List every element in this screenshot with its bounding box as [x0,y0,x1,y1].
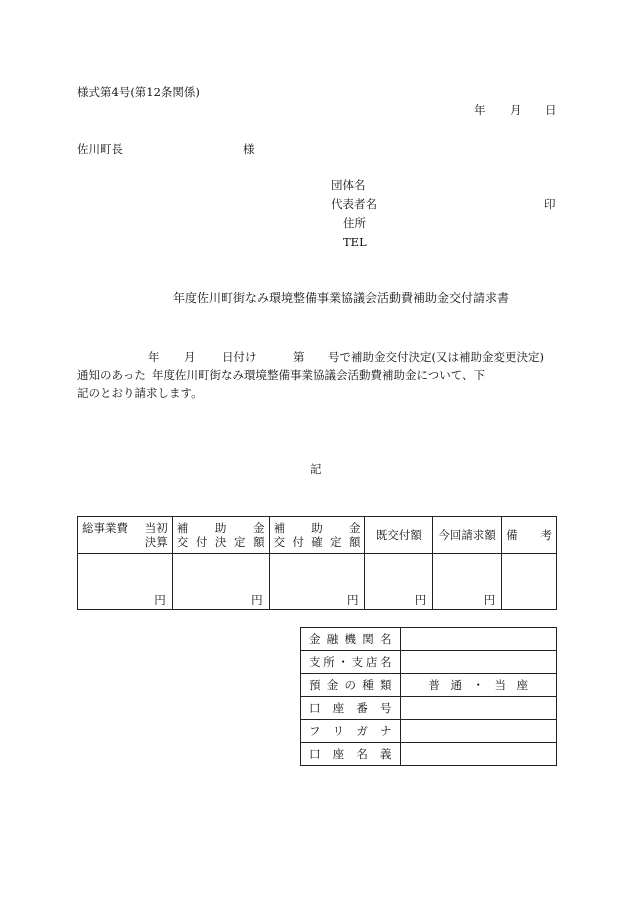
bank-row-branch [301,651,557,674]
grant-decided-cell[interactable]: 円 [172,554,269,610]
deposit-type-value[interactable]: 普 通 ・ 当 座 [400,674,556,697]
total-cost-cell[interactable]: 円 [78,554,173,610]
grant-confirmed-cell[interactable]: 円 [269,554,365,610]
amount-table [77,516,557,610]
recipient-name: 佐川町長 [77,142,123,156]
document-title: 年度佐川町街なみ環境整備事業協議会活動費補助金交付請求書 [173,291,510,305]
already-paid-cell[interactable]: 円 [365,554,433,610]
bank-row-institution [301,628,557,651]
furigana-value[interactable] [400,720,556,743]
deposit-type-label: 預 金 の 種 類 [301,674,401,697]
date-day-label: 日 [545,103,557,117]
account-number-label: 口 座 番 号 [301,697,401,720]
body-number-prefix: 第 [293,350,305,364]
header-grant-confirmed: 補 助 金 交 付 確 定 額 [269,517,365,554]
body-year: 年 [148,350,160,364]
tel-label: TEL [343,235,367,249]
header-already-paid: 既交付額 [365,517,433,554]
bank-institution-value[interactable] [400,628,556,651]
body-month: 月 [184,350,196,364]
body-issued-text: 号で補助金交付決定(又は補助金変更決定) [328,350,544,364]
this-request-cell[interactable]: 円 [433,554,502,610]
remarks-cell[interactable] [502,554,557,610]
header-grant-decided: 補 助 金 交 付 決 定 額 [172,517,269,554]
body-dated: 日付け [222,350,257,364]
amount-header-row [78,517,557,554]
bank-row-account-number [301,697,557,720]
account-number-value[interactable] [400,697,556,720]
body-line2-a: 通知のあった [77,368,146,382]
org-name-label: 団体名 [331,178,366,192]
bank-row-account-holder [301,743,557,766]
header-remarks: 備 考 [502,517,557,554]
seal-mark: 印 [544,197,556,211]
form-number: 様式第4号(第12条関係) [77,85,200,99]
bank-row-deposit-type [301,674,557,697]
bank-institution-label: 金 融 機 関 名 [301,628,401,651]
representative-label: 代表者名 [331,197,377,211]
bank-branch-value[interactable] [400,651,556,674]
header-this-request: 今回請求額 [433,517,502,554]
date-month-label: 月 [510,103,522,117]
ki-heading: 記 [310,462,322,476]
account-holder-label: 口 座 名 義 [301,743,401,766]
account-holder-value[interactable] [400,743,556,766]
body-line2-b: 年度佐川町街なみ環境整備事業協議会活動費補助金について、下 [152,368,486,382]
recipient-honorific: 様 [243,142,255,156]
bank-branch-label: 支 所 ・ 支 店 名 [301,651,401,674]
header-total-cost: 総事業費 当初 決算 [78,517,173,554]
amount-value-row [78,554,557,610]
date-year-label: 年 [474,103,486,117]
furigana-label: フ リ ガ ナ [301,720,401,743]
body-line3: 記のとおり請求します。 [77,386,203,400]
bank-row-furigana [301,720,557,743]
bank-table [300,627,557,766]
address-label: 住所 [343,216,366,230]
